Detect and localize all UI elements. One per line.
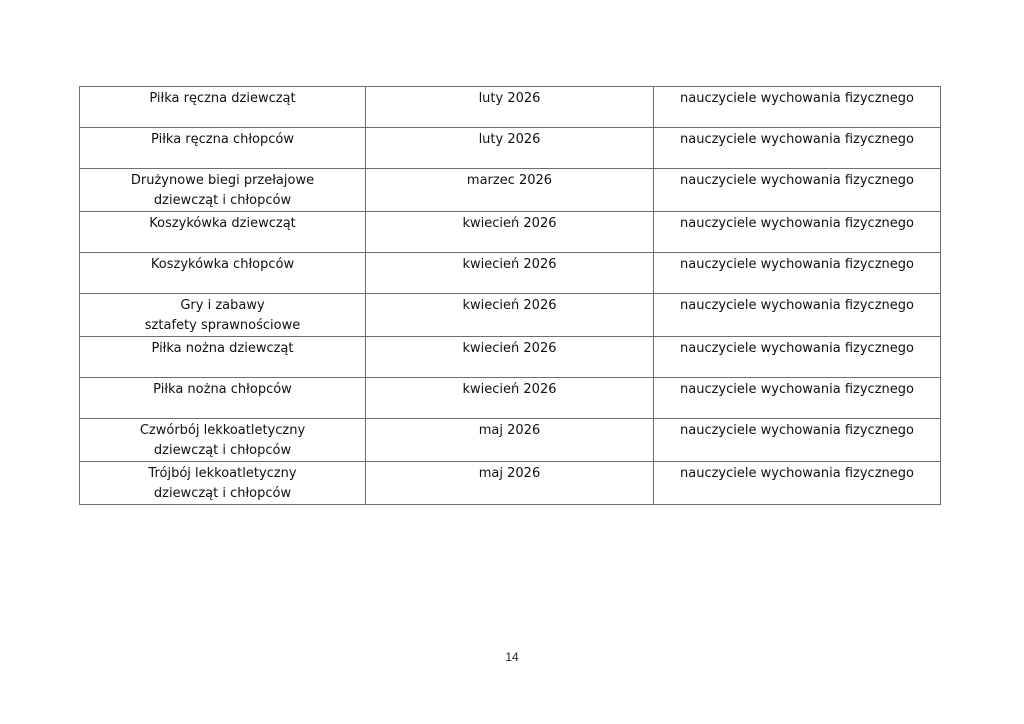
table-row	[80, 337, 941, 378]
responsible-cell	[654, 128, 941, 169]
event-name	[80, 462, 365, 504]
event-name	[80, 419, 365, 461]
competition-schedule-table	[79, 86, 941, 505]
event-name-line: Piłka nożna dziewcząt	[151, 341, 294, 356]
date-cell	[366, 419, 654, 462]
table-row	[80, 419, 941, 462]
table-row	[80, 378, 941, 419]
event-date: kwiecień 2026	[462, 341, 557, 356]
event-name-line: dziewcząt i chłopców	[153, 486, 292, 501]
responsible-persons: nauczyciele wychowania fizycznego	[680, 216, 914, 231]
date-cell	[366, 212, 654, 253]
schedule-table-body	[80, 87, 941, 505]
responsible-persons: nauczyciele wychowania fizycznego	[680, 341, 914, 356]
event-name-line: Piłka nożna chłopców	[153, 382, 292, 397]
table-row	[80, 212, 941, 253]
event-name-line: dziewcząt i chłopców	[153, 193, 292, 208]
date-cell	[366, 378, 654, 419]
responsible-cell	[654, 169, 941, 212]
event-cell	[80, 462, 366, 505]
event-cell	[80, 169, 366, 212]
event-name	[80, 169, 365, 211]
date-cell	[366, 169, 654, 212]
event-name-line: dziewcząt i chłopców	[153, 443, 292, 458]
event-name-line: Gry i zabawy	[180, 298, 265, 313]
table-row	[80, 462, 941, 505]
event-cell	[80, 128, 366, 169]
responsible-persons: nauczyciele wychowania fizycznego	[680, 91, 914, 106]
responsible-cell	[654, 378, 941, 419]
event-cell	[80, 212, 366, 253]
event-name	[80, 212, 365, 234]
responsible-cell	[654, 462, 941, 505]
responsible-cell	[654, 212, 941, 253]
event-date: kwiecień 2026	[462, 257, 557, 272]
responsible-cell	[654, 87, 941, 128]
responsible-cell	[654, 253, 941, 294]
table-row	[80, 253, 941, 294]
table-row	[80, 128, 941, 169]
event-cell	[80, 378, 366, 419]
event-name-line: Piłka ręczna dziewcząt	[149, 91, 296, 106]
event-name	[80, 378, 365, 400]
event-name-line: Koszykówka chłopców	[150, 257, 295, 272]
event-name	[80, 337, 365, 359]
event-name-line: Czwórbój lekkoatletyczny	[139, 423, 306, 438]
table-row	[80, 87, 941, 128]
responsible-persons: nauczyciele wychowania fizycznego	[680, 132, 914, 147]
event-name-line: Piłka ręczna chłopców	[151, 132, 294, 147]
date-cell	[366, 128, 654, 169]
responsible-cell	[654, 294, 941, 337]
event-date: kwiecień 2026	[462, 216, 557, 231]
date-cell	[366, 253, 654, 294]
responsible-cell	[654, 419, 941, 462]
event-name-line: Trójbój lekkoatletyczny	[148, 466, 297, 481]
event-date: maj 2026	[478, 466, 541, 481]
event-date: maj 2026	[478, 423, 541, 438]
event-date: marzec 2026	[466, 173, 553, 188]
date-cell	[366, 337, 654, 378]
event-name-line: Koszykówka dziewcząt	[149, 216, 296, 231]
table-row	[80, 169, 941, 212]
page-number: 14	[505, 650, 519, 664]
table-row	[80, 294, 941, 337]
event-date: luty 2026	[478, 132, 541, 147]
responsible-persons: nauczyciele wychowania fizycznego	[680, 423, 914, 438]
responsible-persons: nauczyciele wychowania fizycznego	[680, 173, 914, 188]
event-date: luty 2026	[478, 91, 541, 106]
date-cell	[366, 462, 654, 505]
responsible-cell	[654, 337, 941, 378]
event-cell	[80, 337, 366, 378]
event-name	[80, 87, 365, 109]
date-cell	[366, 87, 654, 128]
date-cell	[366, 294, 654, 337]
event-name-line: sztafety sprawnościowe	[144, 318, 301, 333]
event-date: kwiecień 2026	[462, 382, 557, 397]
event-cell	[80, 419, 366, 462]
responsible-persons: nauczyciele wychowania fizycznego	[680, 257, 914, 272]
event-cell	[80, 87, 366, 128]
responsible-persons: nauczyciele wychowania fizycznego	[680, 298, 914, 313]
event-cell	[80, 253, 366, 294]
responsible-persons: nauczyciele wychowania fizycznego	[680, 382, 914, 397]
event-name-line: Drużynowe biegi przełajowe	[130, 173, 315, 188]
event-name	[80, 294, 365, 336]
event-date: kwiecień 2026	[462, 298, 557, 313]
event-name	[80, 253, 365, 275]
responsible-persons: nauczyciele wychowania fizycznego	[680, 466, 914, 481]
event-name	[80, 128, 365, 150]
event-cell	[80, 294, 366, 337]
